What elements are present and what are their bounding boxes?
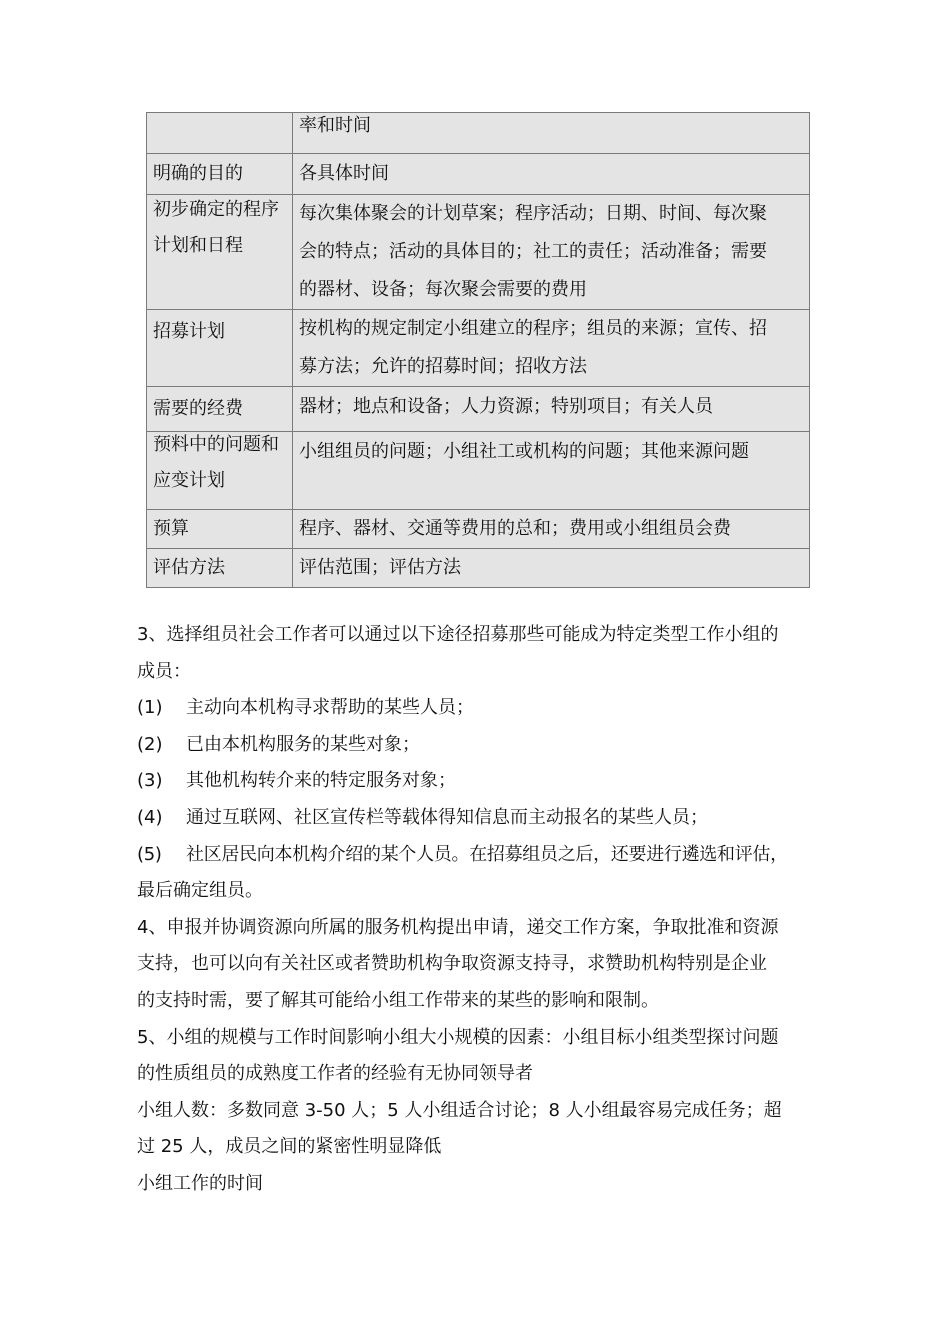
cell-text: 计划和日程 <box>153 235 243 256</box>
cell-text: 每次集体聚会的计划草案；程序活动；日期、时间、每次聚 <box>299 203 767 224</box>
table-cell-content <box>293 432 810 510</box>
table-cell-label <box>147 154 293 195</box>
cell-text: 率和时间 <box>299 115 371 136</box>
table-row <box>147 432 810 510</box>
section-4-line: 4、申报并协调资源向所属的服务机构提出申请，递交工作方案，争取批准和资源 <box>137 916 779 938</box>
list-item <box>137 837 837 874</box>
cell-text: 小组组员的问题；小组社工或机构的问题；其他来源问题 <box>299 441 749 462</box>
table-cell-content <box>293 549 810 588</box>
section-3-line: 最后确定组员。 <box>137 880 263 902</box>
list-item-number: (5) <box>137 843 162 865</box>
table-cell-content <box>293 510 810 549</box>
table-cell-label <box>147 310 293 387</box>
cell-text: 器材；地点和设备；人力资源；特别项目；有关人员 <box>299 396 713 417</box>
table-cell-content <box>293 310 810 387</box>
cell-text: 按机构的规定制定小组建立的程序；组员的来源；宣传、招 <box>299 318 767 339</box>
cell-text: 应变计划 <box>153 470 225 491</box>
table-row <box>147 154 810 195</box>
list-item-number: (3) <box>137 770 163 792</box>
cell-text: 评估范围；评估方法 <box>299 557 461 578</box>
table-row <box>147 387 810 432</box>
cell-text: 预算 <box>153 518 189 539</box>
cell-text: 评估方法 <box>153 557 225 578</box>
table-row <box>147 510 810 549</box>
group-size-line: 小组人数：多数同意 3-50 人；5 人小组适合讨论；8 人小组最容易完成任务；超 <box>137 1099 782 1121</box>
list-item-number: (2) <box>137 733 163 755</box>
cell-text: 需要的经费 <box>153 398 243 419</box>
group-plan-table <box>146 112 810 588</box>
cell-text: 预料中的问题和 <box>153 434 279 455</box>
list-item <box>137 690 837 727</box>
cell-text: 各具体时间 <box>299 163 389 184</box>
list-item <box>137 800 837 837</box>
body-text <box>137 617 837 1203</box>
cell-text: 明确的目的 <box>153 163 243 184</box>
cell-text: 募方法；允许的招募时间；招收方法 <box>299 356 587 377</box>
section-3-line: 成员： <box>137 660 191 682</box>
table-row <box>147 113 810 154</box>
table-cell-content <box>293 387 810 432</box>
section-4-line: 支持，也可以向有关社区或者赞助机构争取资源支持寻，求赞助机构特别是企业 <box>137 953 767 975</box>
list-item-text: 社区居民向本机构介绍的某个人员。在招募组员之后，还要进行遴选和评估， <box>186 843 788 865</box>
cell-text: 初步确定的程序 <box>153 199 279 220</box>
list-item-number: (1) <box>137 697 163 719</box>
table-cell-label <box>147 549 293 588</box>
list-item-text: 通过互联网、社区宣传栏等载体得知信息而主动报名的某些人员； <box>186 806 708 828</box>
list-item <box>137 763 837 800</box>
group-size-line: 过 25 人，成员之间的紧密性明显降低 <box>137 1136 442 1158</box>
list-item-text: 已由本机构服务的某些对象； <box>186 733 420 755</box>
cell-text: 会的特点；活动的具体目的；社工的责任；活动准备；需要 <box>299 241 767 262</box>
section-5-line: 5、小组的规模与工作时间影响小组大小规模的因素：小组目标小组类型探讨问题 <box>137 1026 779 1048</box>
list-item <box>137 727 837 764</box>
table-cell-content <box>293 113 810 154</box>
section-3-line: 3、选择组员社会工作者可以通过以下途径招募那些可能成为特定类型工作小组的 <box>137 624 779 645</box>
table-cell-label <box>147 510 293 549</box>
cell-text: 招募计划 <box>153 321 225 342</box>
list-item-number: (4) <box>137 806 163 828</box>
section-4-line: 的支持时需，要了解其可能给小组工作带来的某些的影响和限制。 <box>137 989 659 1011</box>
table-cell-label <box>147 113 293 154</box>
table-cell-label <box>147 432 293 510</box>
table-row <box>147 549 810 588</box>
table-cell-content <box>293 195 810 310</box>
list-item-text: 其他机构转介来的特定服务对象； <box>186 770 456 792</box>
cell-text: 的器材、设备；每次聚会需要的费用 <box>299 279 587 300</box>
table-cell-content <box>293 154 810 195</box>
table-cell-label <box>147 195 293 310</box>
table-row <box>147 310 810 387</box>
table-row <box>147 195 810 310</box>
section-5-line: 的性质组员的成熟度工作者的经验有无协同领导者 <box>137 1063 533 1085</box>
list-item-text: 主动向本机构寻求帮助的某些人员； <box>186 697 474 719</box>
table-cell-label <box>147 387 293 432</box>
group-time-heading: 小组工作的时间 <box>137 1172 263 1194</box>
cell-text: 程序、器材、交通等费用的总和；费用或小组组员会费 <box>299 518 731 539</box>
